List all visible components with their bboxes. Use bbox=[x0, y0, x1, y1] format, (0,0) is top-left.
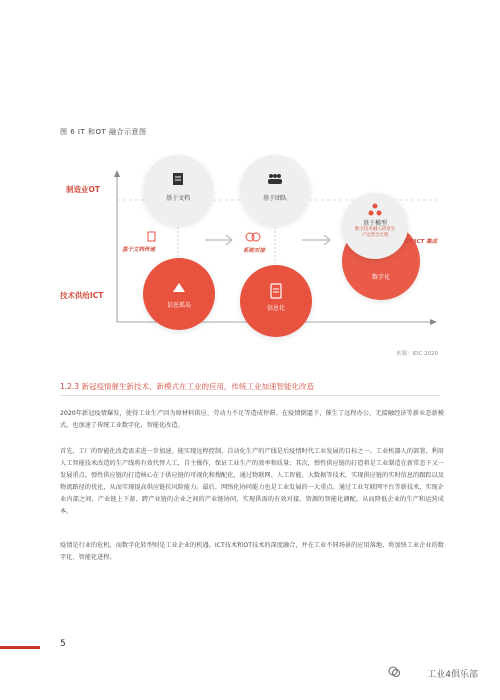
brand-name: 工业4俱乐部 bbox=[427, 670, 478, 680]
section-heading: 1.2.3 新冠疫情催生新技术、新模式在工业的应用，传统工业加速智能化改造 bbox=[60, 382, 314, 391]
footer-red-bar bbox=[0, 646, 40, 649]
info-icon bbox=[269, 283, 283, 299]
stage3-mid-label: 数字技术融入研发生产运营全过程 bbox=[354, 227, 396, 238]
stage2-bottom-label: 信息化 bbox=[266, 305, 285, 312]
stage1-bottom-circle bbox=[143, 258, 215, 330]
stage3-top-circle bbox=[342, 193, 408, 259]
arrow-1 bbox=[205, 235, 232, 245]
island-icon bbox=[171, 280, 187, 294]
section-divider bbox=[60, 395, 440, 396]
figure-title: 图 6 IT 和OT 融合示意图 bbox=[60, 128, 147, 136]
stage3-side-label: OT/ICT 集成 bbox=[404, 239, 438, 245]
team-icon bbox=[267, 173, 283, 185]
y-label-ict: 技术供给ICT bbox=[60, 291, 104, 300]
figure-source: 来源：IDC 2020 bbox=[396, 351, 438, 357]
link-icon-b bbox=[252, 233, 260, 241]
page-number: 5 bbox=[60, 639, 66, 649]
paragraph-2: 首先，工厂的智能化改造需求进一步加速。能实现远程控制、自动化生产的产线是后疫情时代工业发展的目标之一。工业机器人的部署、利用人工智能技术改造的生产线将有效代替人工，自主操作，保证工业生产的效率和质量；其次，弹性供应链的打造将是工业制造在新常态下又一发展重点。弹性供应链的打造核心在于供应链的可视化和搜配化，通过物联网、人工智能、大数据等技术，实现供应链的实时信息的跟踪以及物流路径的优化，从而实现提高供应链抗风险能力。最后，网络化协同能力也是工业发展的一大重点。通过工业互联网平台等新技术，实现企业内部之间、产业链上下游、跨产业链的企业之间的产业链协同，实现供需的有效对接、资源的智能化调配，从而降低企业的生产和运营成本。 bbox=[60, 448, 444, 515]
stage2-top-circle bbox=[240, 155, 310, 225]
document-transfer-icon bbox=[148, 232, 155, 241]
paragraph-1: 2020年新冠疫情爆发，使得工业生产因为原材料供应、劳动力不足等造成停滞。在疫情倒逼下，催生了远程办公、无接触经济等新业态新模式，也加速了传统工业数字化、智能化改造。 bbox=[60, 410, 444, 429]
stage2-top-label: 基于团队 bbox=[262, 195, 287, 202]
document-icon bbox=[172, 172, 184, 186]
arrow-2 bbox=[302, 235, 330, 245]
stage1-side-label: 基于文档传递 bbox=[122, 247, 156, 253]
stage1-top-circle bbox=[143, 155, 213, 225]
stage2-side-label: 系统对接 bbox=[243, 248, 266, 254]
stage3-top-label: 基于模型 bbox=[362, 220, 387, 227]
y-axis-arrow bbox=[114, 170, 120, 177]
model-icon bbox=[368, 203, 382, 217]
paragraph-3: 疫情是行业的危机，而数字化转型则是工业企业的机遇。ICT技术和OT技术的深度融合，并在工业不同场景的应用落地，将加快工业企业的数字化、智能化进程。 bbox=[60, 542, 444, 561]
stage1-top-label: 基于文档 bbox=[165, 195, 190, 202]
wechat-icon bbox=[388, 666, 400, 678]
y-label-ot: 制造业OT bbox=[66, 185, 100, 194]
x-axis-arrow bbox=[430, 319, 437, 325]
stage2-bottom-circle bbox=[240, 265, 312, 337]
stage3-bottom-label: 数字化 bbox=[371, 274, 390, 281]
stage1-bottom-label: 信息孤岛 bbox=[166, 302, 191, 309]
